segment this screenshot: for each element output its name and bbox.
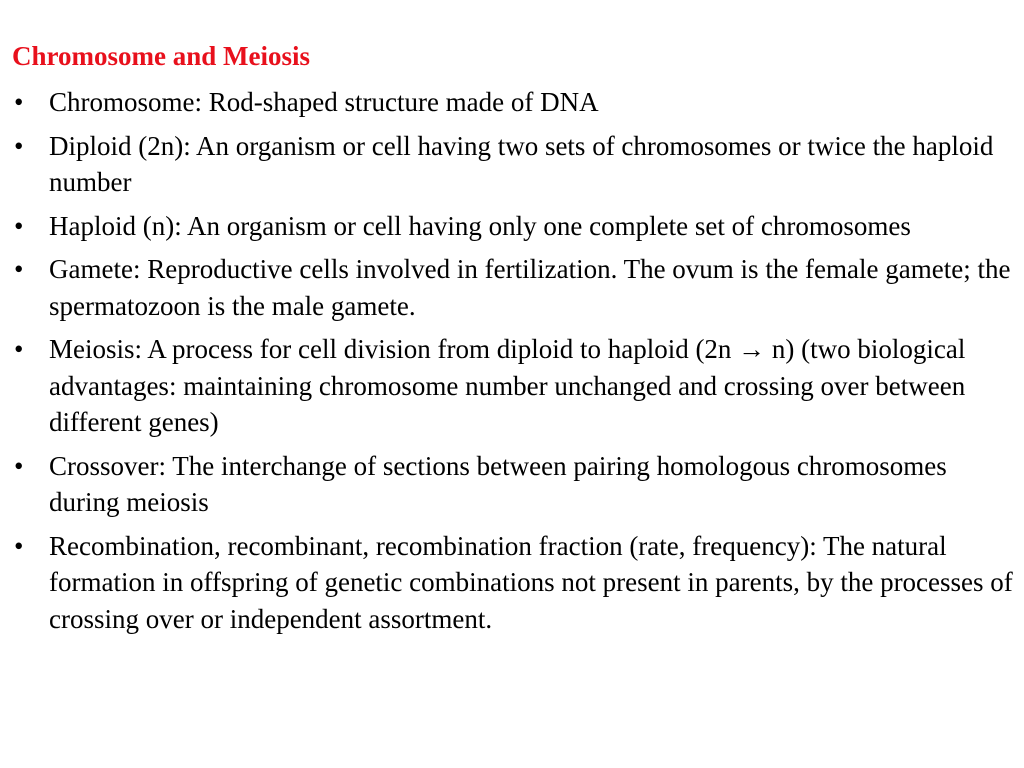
bullet-icon: • (14, 530, 24, 561)
bullet-text: Gamete: Reproductive cells involved in fertilization. The ovum is the female gamete; the spermatozoon is the male gamete. (49, 254, 1011, 321)
bullet-icon: • (14, 254, 24, 284)
bullet-text: Meiosis: A process for cell division from diploid to haploid (2n → n) (two biological advantages: maintaining chromosome number unchanged and crossing over between different genes) (49, 334, 966, 437)
bullet-item-haploid (14, 208, 1024, 245)
bullet-icon: • (14, 210, 24, 241)
bullet-item-recombination (14, 528, 1024, 638)
bullet-icon: • (14, 130, 24, 161)
bullet-item-chromosome (14, 84, 1024, 121)
bullet-item-gamete (14, 251, 1024, 324)
bullet-text: Chromosome: Rod-shaped structure made of DNA (49, 87, 599, 117)
bullet-text: Crossover: The interchange of sections between pairing homologous chromosomes during meiosis (49, 450, 947, 517)
bullet-list (14, 84, 1024, 644)
slide-title: Chromosome and Meiosis (12, 41, 311, 71)
bullet-text: Haploid (n): An organism or cell having only one complete set of chromosomes (49, 210, 911, 241)
bullet-icon: • (14, 334, 24, 364)
bullet-item-meiosis (14, 331, 1024, 441)
bullet-item-crossover (14, 448, 1024, 521)
bullet-icon: • (14, 450, 24, 481)
bullet-icon: • (14, 87, 24, 117)
bullet-item-diploid (14, 128, 1024, 201)
bullet-text: Diploid (2n): An organism or cell having two sets of chromosomes or twice the haploid number (49, 130, 994, 197)
bullet-text: Recombination, recombinant, recombination fraction (rate, frequency): The natural formation in offspring of genetic combinations not present in parents, by the processes of crossing over or independent assortment. (49, 530, 1013, 634)
